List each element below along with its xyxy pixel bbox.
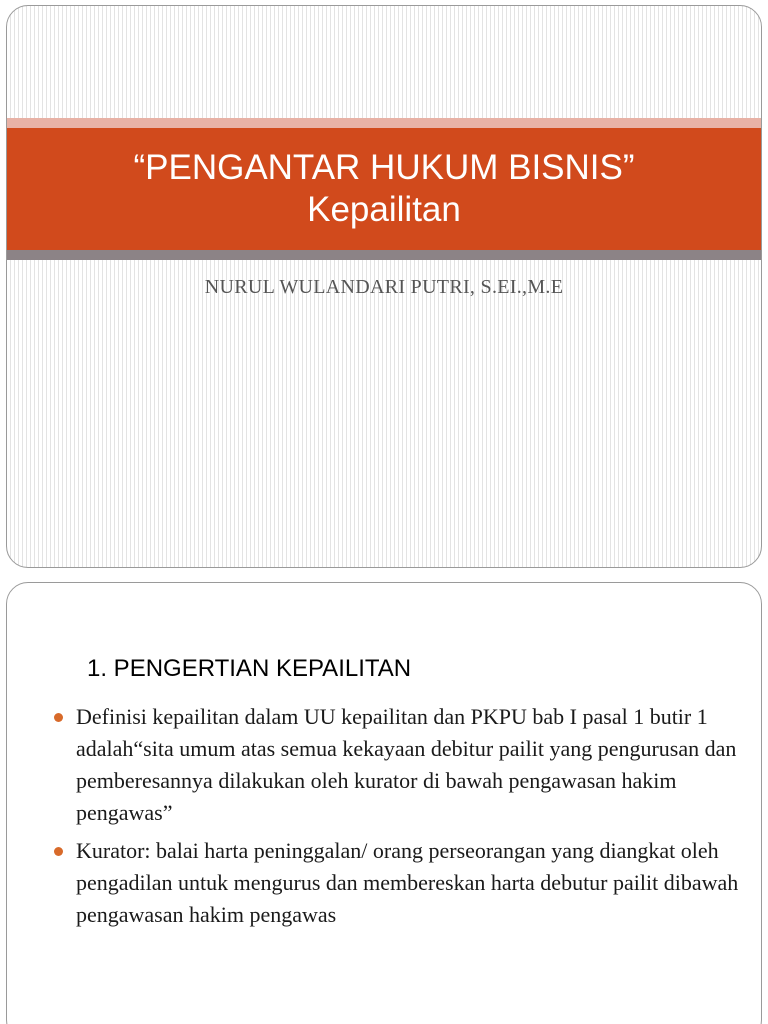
bullet-list [54, 701, 744, 937]
bullet-item [54, 701, 744, 829]
bullet-text: Definisi kepailitan dalam UU kepailitan dan PKPU bab I pasal 1 butir 1 adalah“sita umum atas semua kekayaan debitur pailit yang pengurusan dan pemberesannya dilakukan oleh kurator di bawah pengawasan hakim pengawas” [76, 704, 737, 825]
bullet-dot-icon [54, 713, 63, 722]
presentation-subtitle: Kepailitan [307, 190, 461, 229]
author-name: NURUL WULANDARI PUTRI, S.EI.,M.E [204, 276, 564, 298]
bullet-item [54, 835, 744, 931]
bullet-text: Kurator: balai harta peninggalan/ orang perseorangan yang diangkat oleh pengadilan untuk mengurus dan membereskan harta debutur pailit dibawah pengawasan hakim pengawas [76, 838, 739, 927]
section-heading: 1. PENGERTIAN KEPAILITAN [87, 655, 412, 682]
bullet-dot-icon [54, 847, 63, 856]
accent-band-top [7, 118, 761, 128]
presentation-title: “PENGANTAR HUKUM BISNIS” [133, 148, 635, 187]
title-slide [6, 5, 762, 568]
accent-band-bottom [7, 250, 761, 260]
content-slide [6, 582, 762, 1024]
title-band [7, 128, 761, 250]
